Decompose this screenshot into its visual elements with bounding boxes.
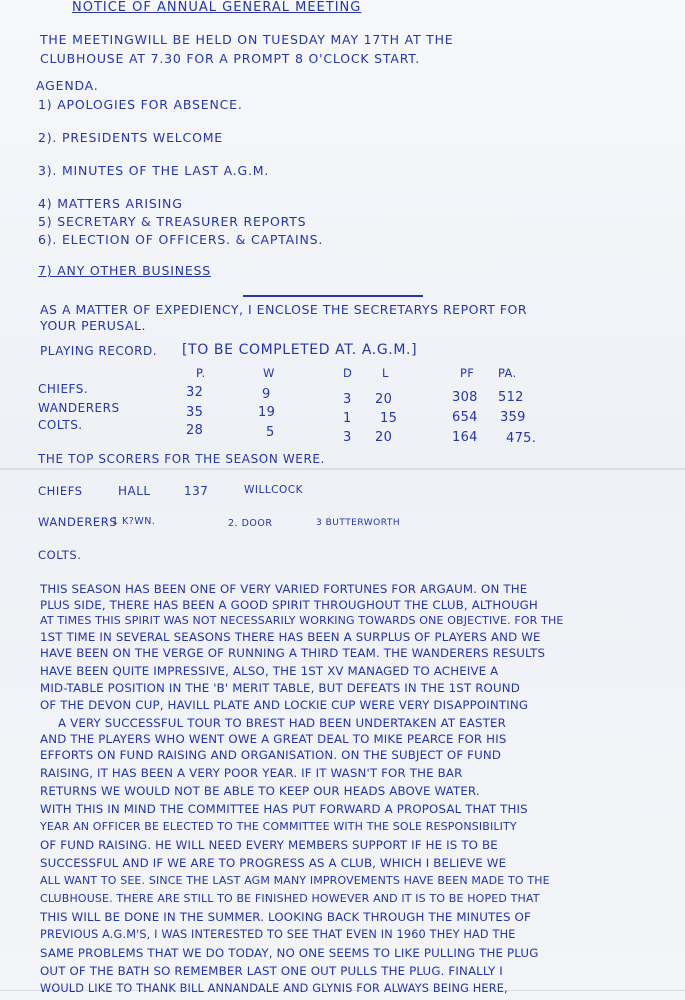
report-line: WITH THIS IN MIND THE COMMITTEE HAS PUT FORWARD A PROPOSAL THAT THIS xyxy=(40,802,528,816)
team-name: WANDERERS xyxy=(38,401,120,415)
record-value: 654 xyxy=(452,410,478,425)
report-line: HAVE BEEN QUITE IMPRESSIVE, ALSO, THE 1ST XV MANAGED TO ACHEIVE A xyxy=(40,664,499,678)
scorer-entry: HALL xyxy=(118,484,151,498)
column-header: P. xyxy=(196,366,206,380)
report-line: AT TIMES THIS SPIRIT WAS NOT NECESSARILY WORKING TOWARDS ONE OBJECTIVE. FOR THE xyxy=(40,614,564,627)
scorer-team: WANDERERS xyxy=(38,515,118,529)
agenda-item: 7) ANY OTHER BUSINESS xyxy=(38,263,212,278)
agenda-item: 2). PRESIDENTS WELCOME xyxy=(38,130,224,145)
report-line: RETURNS WE WOULD NOT BE ABLE TO KEEP OUR HEADS ABOVE WATER. xyxy=(40,784,480,798)
report-line: OF THE DEVON CUP, HAVILL PLATE AND LOCKIE CUP WERE VERY DISAPPOINTING xyxy=(40,698,529,712)
record-value: 9 xyxy=(262,387,271,402)
record-value: 28 xyxy=(186,423,204,438)
report-line: PLUS SIDE, THERE HAS BEEN A GOOD SPIRIT THROUGHOUT THE CLUB, ALTHOUGH xyxy=(40,598,538,612)
report-line: SAME PROBLEMS THAT WE DO TODAY, NO ONE SEEMS TO LIKE PULLING THE PLUG xyxy=(40,946,539,960)
column-header: PA. xyxy=(498,366,517,380)
scorer-entry: WILLCOCK xyxy=(244,484,303,496)
report-line: OF FUND RAISING. HE WILL NEED EVERY MEMBERS SUPPORT IF HE IS TO BE xyxy=(40,838,498,852)
report-line: WOULD LIKE TO THANK BILL ANNANDALE AND GLYNIS FOR ALWAYS BEING HERE, xyxy=(40,982,508,995)
record-value: 20 xyxy=(375,430,393,445)
scorer-entry: 137 xyxy=(184,484,209,498)
record-value: 19 xyxy=(258,405,276,420)
expediency-line: AS A MATTER OF EXPEDIENCY, I ENCLOSE THE SECRETARYS REPORT FOR xyxy=(40,302,528,317)
report-line: THIS WILL BE DONE IN THE SUMMER. LOOKING BACK THROUGH THE MINUTES OF xyxy=(40,910,531,924)
record-value: 1 xyxy=(343,411,352,426)
agenda-item: 5) SECRETARY & TREASURER REPORTS xyxy=(38,214,307,229)
team-name: COLTS. xyxy=(38,418,83,432)
record-value: 20 xyxy=(375,392,393,407)
record-value: 359 xyxy=(500,410,526,425)
column-header: PF xyxy=(460,366,475,380)
agenda-heading: AGENDA. xyxy=(36,78,99,93)
report-line: EFFORTS ON FUND RAISING AND ORGANISATION. ON THE SUBJECT OF FUND xyxy=(40,748,502,762)
column-header: D xyxy=(343,366,353,380)
team-name: CHIEFS. xyxy=(38,382,89,396)
report-line: OUT OF THE BATH SO REMEMBER LAST ONE OUT PULLS THE PLUG. FINALLY I xyxy=(40,964,503,978)
record-value: 35 xyxy=(186,405,204,420)
scorer-entry: 2. DOOR xyxy=(228,518,273,529)
record-value: 5 xyxy=(266,425,275,440)
record-value: 3 xyxy=(343,430,352,445)
report-line: 1ST TIME IN SEVERAL SEASONS THERE HAS BEEN A SURPLUS OF PLAYERS AND WE xyxy=(40,630,541,644)
column-header: W xyxy=(263,366,275,380)
agenda-item: 6). ELECTION OF OFFICERS. & CAPTAINS. xyxy=(38,232,324,247)
record-value: 3 xyxy=(343,392,352,407)
notice-title: NOTICE OF ANNUAL GENERAL MEETING xyxy=(72,0,362,15)
report-line: PREVIOUS A.G.M'S, I WAS INTERESTED TO SEE THAT EVEN IN 1960 THEY HAD THE xyxy=(40,928,516,941)
expediency-line: YOUR PERUSAL. xyxy=(40,318,147,333)
playing-record-note: [TO BE COMPLETED AT. A.G.M.] xyxy=(182,342,418,358)
record-value: 164 xyxy=(452,430,478,445)
report-line: HAVE BEEN ON THE VERGE OF RUNNING A THIRD TEAM. THE WANDERERS RESULTS xyxy=(40,646,546,660)
record-value: 475. xyxy=(506,431,537,446)
record-value: 15 xyxy=(380,411,398,426)
report-line: A VERY SUCCESSFUL TOUR TO BREST HAD BEEN UNDERTAKEN AT EASTER xyxy=(58,716,506,730)
intro-line: THE MEETINGWILL BE HELD ON TUESDAY MAY 17TH AT THE xyxy=(40,32,454,47)
report-line: ALL WANT TO SEE. SINCE THE LAST AGM MANY IMPROVEMENTS HAVE BEEN MADE TO THE xyxy=(40,874,550,887)
scorer-entry: 1 K?WN. xyxy=(112,516,156,527)
intro-line: CLUBHOUSE AT 7.30 FOR A PROMPT 8 O'CLOCK START. xyxy=(40,51,421,66)
report-line: THIS SEASON HAS BEEN ONE OF VERY VARIED FORTUNES FOR ARGAUM. ON THE xyxy=(40,582,528,596)
agenda-item: 1) APOLOGIES FOR ABSENCE. xyxy=(38,97,243,112)
report-line: AND THE PLAYERS WHO WENT OWE A GREAT DEAL TO MIKE PEARCE FOR HIS xyxy=(40,732,507,746)
top-scorers-heading: THE TOP SCORERS FOR THE SEASON WERE. xyxy=(38,452,326,466)
report-line: RAISING, IT HAS BEEN A VERY POOR YEAR. IF IT WASN'T FOR THE BAR xyxy=(40,766,463,780)
record-value: 308 xyxy=(452,390,478,405)
agenda-item: 4) MATTERS ARISING xyxy=(38,196,183,211)
paper-fold xyxy=(0,468,685,470)
report-line: YEAR AN OFFICER BE ELECTED TO THE COMMITTEE WITH THE SOLE RESPONSIBILITY xyxy=(40,820,517,833)
report-line: CLUBHOUSE. THERE ARE STILL TO BE FINISHED HOWEVER AND IT IS TO BE HOPED THAT xyxy=(40,892,540,905)
report-line: SUCCESSFUL AND IF WE ARE TO PROGRESS AS A CLUB, WHICH I BELIEVE WE xyxy=(40,856,507,870)
agenda-item: 3). MINUTES OF THE LAST A.G.M. xyxy=(38,163,270,178)
column-header: L xyxy=(382,366,389,380)
report-line: MID-TABLE POSITION IN THE 'B' MERIT TABLE, BUT DEFEATS IN THE 1ST ROUND xyxy=(40,681,520,695)
record-value: 512 xyxy=(498,390,524,405)
scorer-entry: 3 BUTTERWORTH xyxy=(316,518,401,528)
record-value: 32 xyxy=(186,385,204,400)
playing-record-label: PLAYING RECORD. xyxy=(40,344,158,358)
scorer-team: COLTS. xyxy=(38,548,82,562)
divider-line xyxy=(243,295,423,297)
scorer-team: CHIEFS xyxy=(38,484,83,498)
